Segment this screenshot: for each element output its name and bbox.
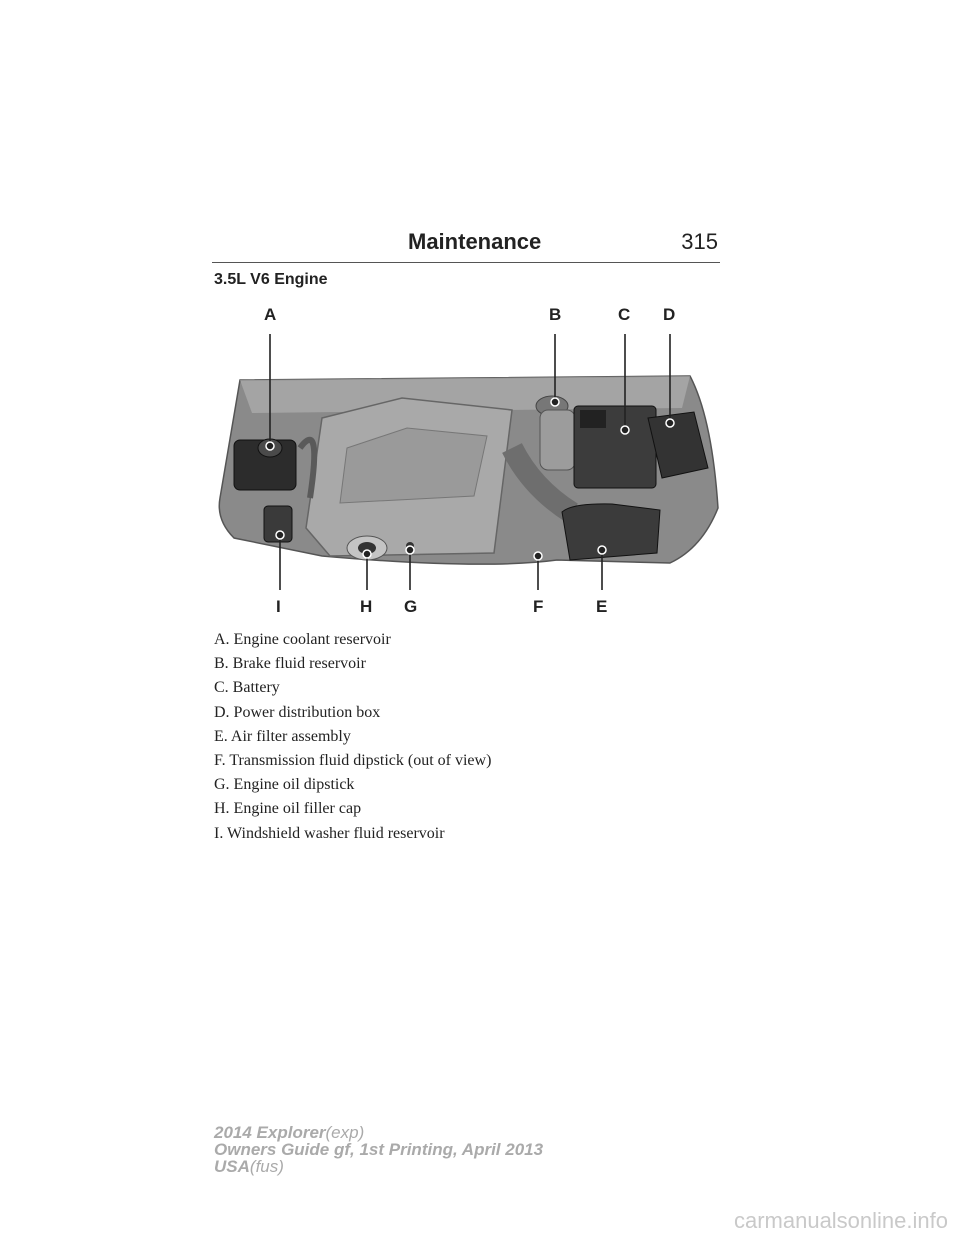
battery-terminal-cover	[580, 410, 606, 428]
legend-item: F. Transmission fluid dipstick (out of view)	[214, 752, 492, 770]
legend-item: D. Power distribution box	[214, 703, 381, 721]
watermark: carmanualsonline.info	[733, 1208, 948, 1233]
legend-item: A. Engine coolant reservoir	[214, 631, 391, 648]
footer-guide-info: Owners Guide gf, 1st Printing, April 2013	[214, 1140, 544, 1159]
callout-h: H	[360, 597, 373, 616]
engine-illustration	[212, 298, 724, 620]
legend-list	[214, 628, 491, 846]
page-number: 315	[681, 229, 718, 254]
page-header	[212, 226, 720, 263]
footer-market: USA	[214, 1157, 250, 1176]
legend-item: H. Engine oil filler cap	[214, 800, 362, 818]
legend-item: B. Brake fluid reservoir	[214, 655, 366, 673]
callout-d: D	[663, 305, 676, 324]
legend-item: C. Battery	[214, 679, 280, 697]
footer-model: 2014 Explorer	[214, 1123, 326, 1142]
callout-g: G	[404, 597, 418, 616]
callout-e: E	[596, 597, 608, 616]
callout-i: I	[276, 597, 281, 616]
callout-c: C	[618, 305, 631, 324]
footer-market-code: (fus)	[249, 1157, 284, 1176]
callout-b: B	[549, 305, 562, 324]
header-title: Maintenance	[408, 229, 542, 254]
section-title: 3.5L V6 Engine	[214, 271, 328, 288]
callout-f: F	[533, 597, 544, 616]
air-filter-assembly	[562, 504, 660, 560]
legend-item: E. Air filter assembly	[214, 727, 351, 745]
document-footer	[214, 1124, 543, 1175]
engine-diagram	[212, 298, 724, 620]
footer-model-code: (exp)	[325, 1123, 365, 1142]
brake-reservoir-body	[540, 410, 575, 470]
callout-a: A	[264, 305, 277, 324]
legend-item: G. Engine oil dipstick	[214, 776, 355, 794]
legend-item: I. Windshield washer fluid reservoir	[214, 824, 445, 842]
